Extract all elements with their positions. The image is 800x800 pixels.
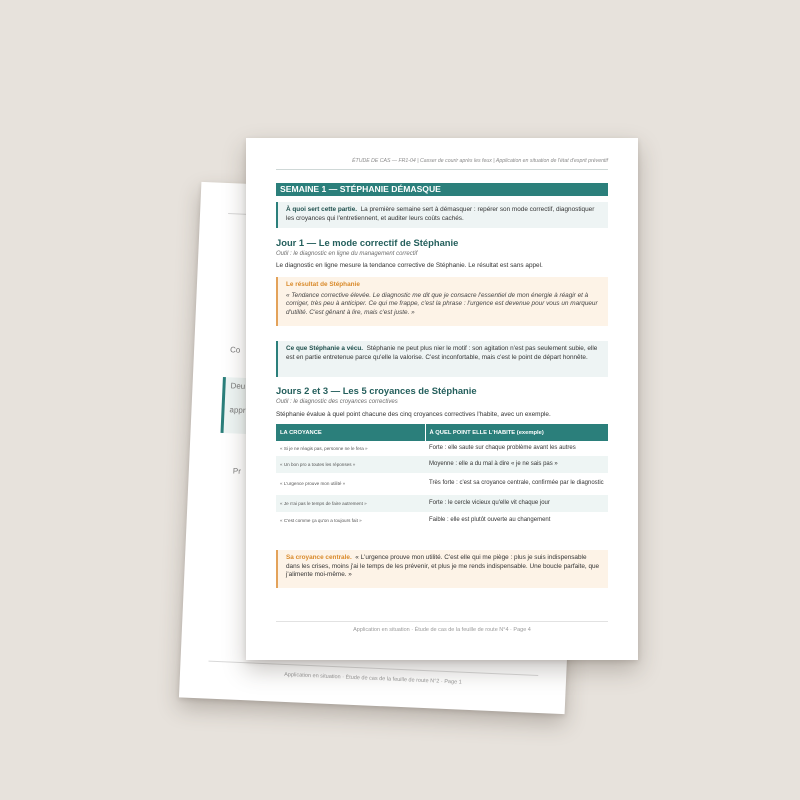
lived-label: Ce que Stéphanie a vécu. xyxy=(286,345,364,352)
intro-text: La première semaine sert à démasquer : repérer son mode correctif, diagnostiquer les croyances qui l'entretiennent, et auditer leurs coûts cachés. xyxy=(286,206,595,222)
running-header: ÉTUDE DE CAS — FR1-04 | Casser de courir après les feux | Application en situation de l'état d'esprit préventif xyxy=(352,158,608,164)
belief-cell: « Un bon pro a toutes les réponses » xyxy=(276,456,425,473)
belief-cell: « Je n'ai pas le temps de faire autrement » xyxy=(276,495,425,512)
belief-cell: « L'urgence prouve mon utilité » xyxy=(280,481,346,487)
col-header-level: À QUEL POINT ELLE L'HABITE (exemple) xyxy=(425,424,608,441)
days23-title: Jours 2 et 3 — Les 5 croyances de Stéphanie xyxy=(276,385,477,396)
table-row xyxy=(276,441,608,456)
belief-cell: « C'est comme ça qu'on a toujours fait » xyxy=(280,517,362,523)
table-header-row xyxy=(276,424,608,441)
central-text: « L'urgence prouve mon utilité. C'est elle qui me piège : plus je suis indispensable dans les crises, moins j'ai le temps de les prévenir, et plus je me rends indispensable. Une boucle parfaite, que j'alimente moi-même. » xyxy=(286,554,600,579)
days23-text: Stéphanie évalue à quel point chacune des cinq croyances correctives l'habite, avec un exemple. xyxy=(276,411,551,418)
central-label: Sa croyance centrale. xyxy=(286,554,352,561)
header-rule xyxy=(276,169,608,170)
beliefs-table xyxy=(276,424,608,529)
result-quote: « Tendance corrective élevée. Le diagnostic me dit que je consacre l'essentiel de mon énergie à réagir et à corriger, très peu à anticiper. Ce qui me frappe, c'est la phrase : l'urgence est devenue pour vous un marqueur d'utilité. C'est gênant à lire, mais c'est juste. » xyxy=(286,291,598,316)
day1-tool: Outil : le diagnostic en ligne du management correctif xyxy=(276,251,418,257)
level-cell: Très forte : c'est sa croyance centrale, confirmée par le diagnostic xyxy=(429,480,604,487)
belief-cell: « Si je ne réagis pas, personne ne le fera » xyxy=(280,445,368,451)
intro-label: À quoi sert cette partie. xyxy=(286,206,358,213)
back-fragment: Pr xyxy=(232,466,242,476)
level-cell: Moyenne : elle a du mal à dire « je ne sais pas » xyxy=(425,456,608,473)
back-fragment: Co xyxy=(229,345,241,355)
section-band: SEMAINE 1 — STÉPHANIE DÉMASQUE xyxy=(276,183,608,196)
level-cell: Forte : elle saute sur chaque problème avant les autres xyxy=(429,444,576,451)
table-row xyxy=(276,473,608,495)
table-row xyxy=(276,456,608,473)
back-fragment: Deu xyxy=(230,381,246,391)
level-cell: Faible : elle est plutôt ouverte au changement xyxy=(429,516,551,523)
level-cell: Forte : le cercle vicieux qu'elle vit chaque jour xyxy=(425,495,608,512)
intro-callout xyxy=(276,202,608,228)
days23-tool: Outil : le diagnostic des croyances correctives xyxy=(276,399,398,405)
footer-rule xyxy=(276,621,608,622)
lived-callout xyxy=(276,341,608,377)
central-belief-callout xyxy=(276,550,608,588)
back-fragment: appr xyxy=(229,405,246,415)
result-callout xyxy=(276,277,608,326)
lived-text: Stéphanie ne peut plus nier le motif : son agitation n'est pas seulement subie, elle est en partie entretenue parce qu'elle la valorise. C'est inconfortable, mais c'est le point de départ honnête. xyxy=(286,345,598,361)
day1-text: Le diagnostic en ligne mesure la tendance corrective de Stéphanie. Le résultat est sans appel. xyxy=(276,262,543,269)
front-page xyxy=(246,138,638,660)
back-page-footer: Application en situation · Étude de cas de la feuille de route N°2 · Page 1 xyxy=(284,671,462,686)
table-row xyxy=(276,495,608,512)
table-row xyxy=(276,512,608,529)
result-title: Le résultat de Stéphanie xyxy=(286,281,360,288)
day1-title: Jour 1 — Le mode correctif de Stéphanie xyxy=(276,237,459,248)
col-header-belief: LA CROYANCE xyxy=(276,424,425,441)
front-page-footer: Application en situation · Étude de cas de la feuille de route N°4 · Page 4 xyxy=(353,627,531,633)
